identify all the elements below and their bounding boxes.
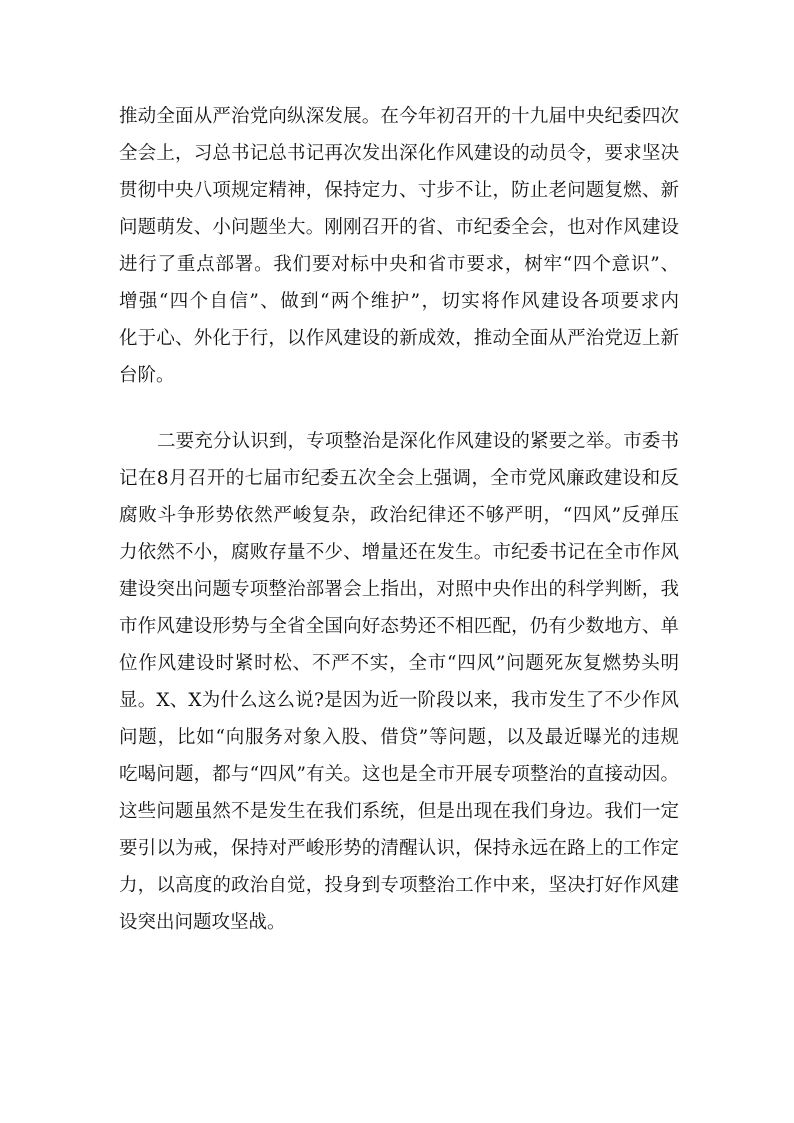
paragraph-line: 贯彻中央八项规定精神，保持定力、寸步不让，防止老问题复燃、新 (119, 180, 679, 201)
paragraph-line: 增强“四个自信”、做到“两个维护”，切实将作风建设各项要求内 (119, 291, 679, 312)
paragraph-line: 力依然不小，腐败存量不少、增量还在发生。市纪委书记在全市作风 (119, 542, 679, 563)
paragraph-line: 市作风建设形势与全省全国向好态势还不相匹配，仍有少数地方、单 (119, 616, 679, 637)
paragraph-line: 二要充分认识到，专项整治是深化作风建设的紧要之举。市委书 (157, 431, 679, 452)
paragraph-line: 腐败斗争形势依然严峻复杂，政治纪律还不够严明，“四风”反弹压 (119, 505, 679, 526)
paragraph-2 (119, 423, 679, 941)
paragraph-line: 建设突出问题专项整治部署会上指出，对照中央作出的科学判断，我 (119, 579, 679, 600)
paragraph-line: 台阶。 (119, 365, 175, 386)
paragraph-line: 吃喝问题，都与“四风”有关。这也是全市开展专项整治的直接动因。 (119, 764, 679, 785)
paragraph-line: 显。X、X为什么这么说?是因为近一阶段以来，我市发生了不少作风 (119, 690, 679, 711)
paragraph-line: 全会上，习总书记总书记再次发出深化作风建设的动员令，要求坚决 (119, 143, 679, 164)
paragraph-1 (119, 98, 679, 394)
paragraph-line: 位作风建设时紧时松、不严不实，全市“四风”问题死灰复燃势头明 (119, 653, 679, 674)
paragraph-line: 推动全面从严治党向纵深发展。在今年初召开的十九届中央纪委四次 (119, 106, 679, 127)
paragraph-line: 力，以高度的政治自觉，投身到专项整治工作中来，坚决打好作风建 (119, 875, 679, 896)
paragraph-line: 化于心、外化于行，以作风建设的新成效，推动全面从严治党迈上新 (119, 328, 679, 349)
paragraph-line: 记在8月召开的七届市纪委五次全会上强调，全市党风廉政建设和反 (119, 468, 679, 489)
paragraph-line: 问题萌发、小问题坐大。刚刚召开的省、市纪委全会，也对作风建设 (119, 217, 679, 238)
paragraph-line: 要引以为戒，保持对严峻形势的清醒认识，保持永远在路上的工作定 (119, 838, 679, 859)
paragraph-line: 问题，比如“向服务对象入股、借贷”等问题，以及最近曝光的违规 (119, 727, 679, 748)
paragraph-line: 这些问题虽然不是发生在我们系统，但是出现在我们身边。我们一定 (119, 801, 679, 822)
paragraph-line: 进行了重点部署。我们要对标中央和省市要求，树牢“四个意识”、 (119, 254, 679, 275)
paragraph-line: 设突出问题攻坚战。 (119, 912, 286, 933)
